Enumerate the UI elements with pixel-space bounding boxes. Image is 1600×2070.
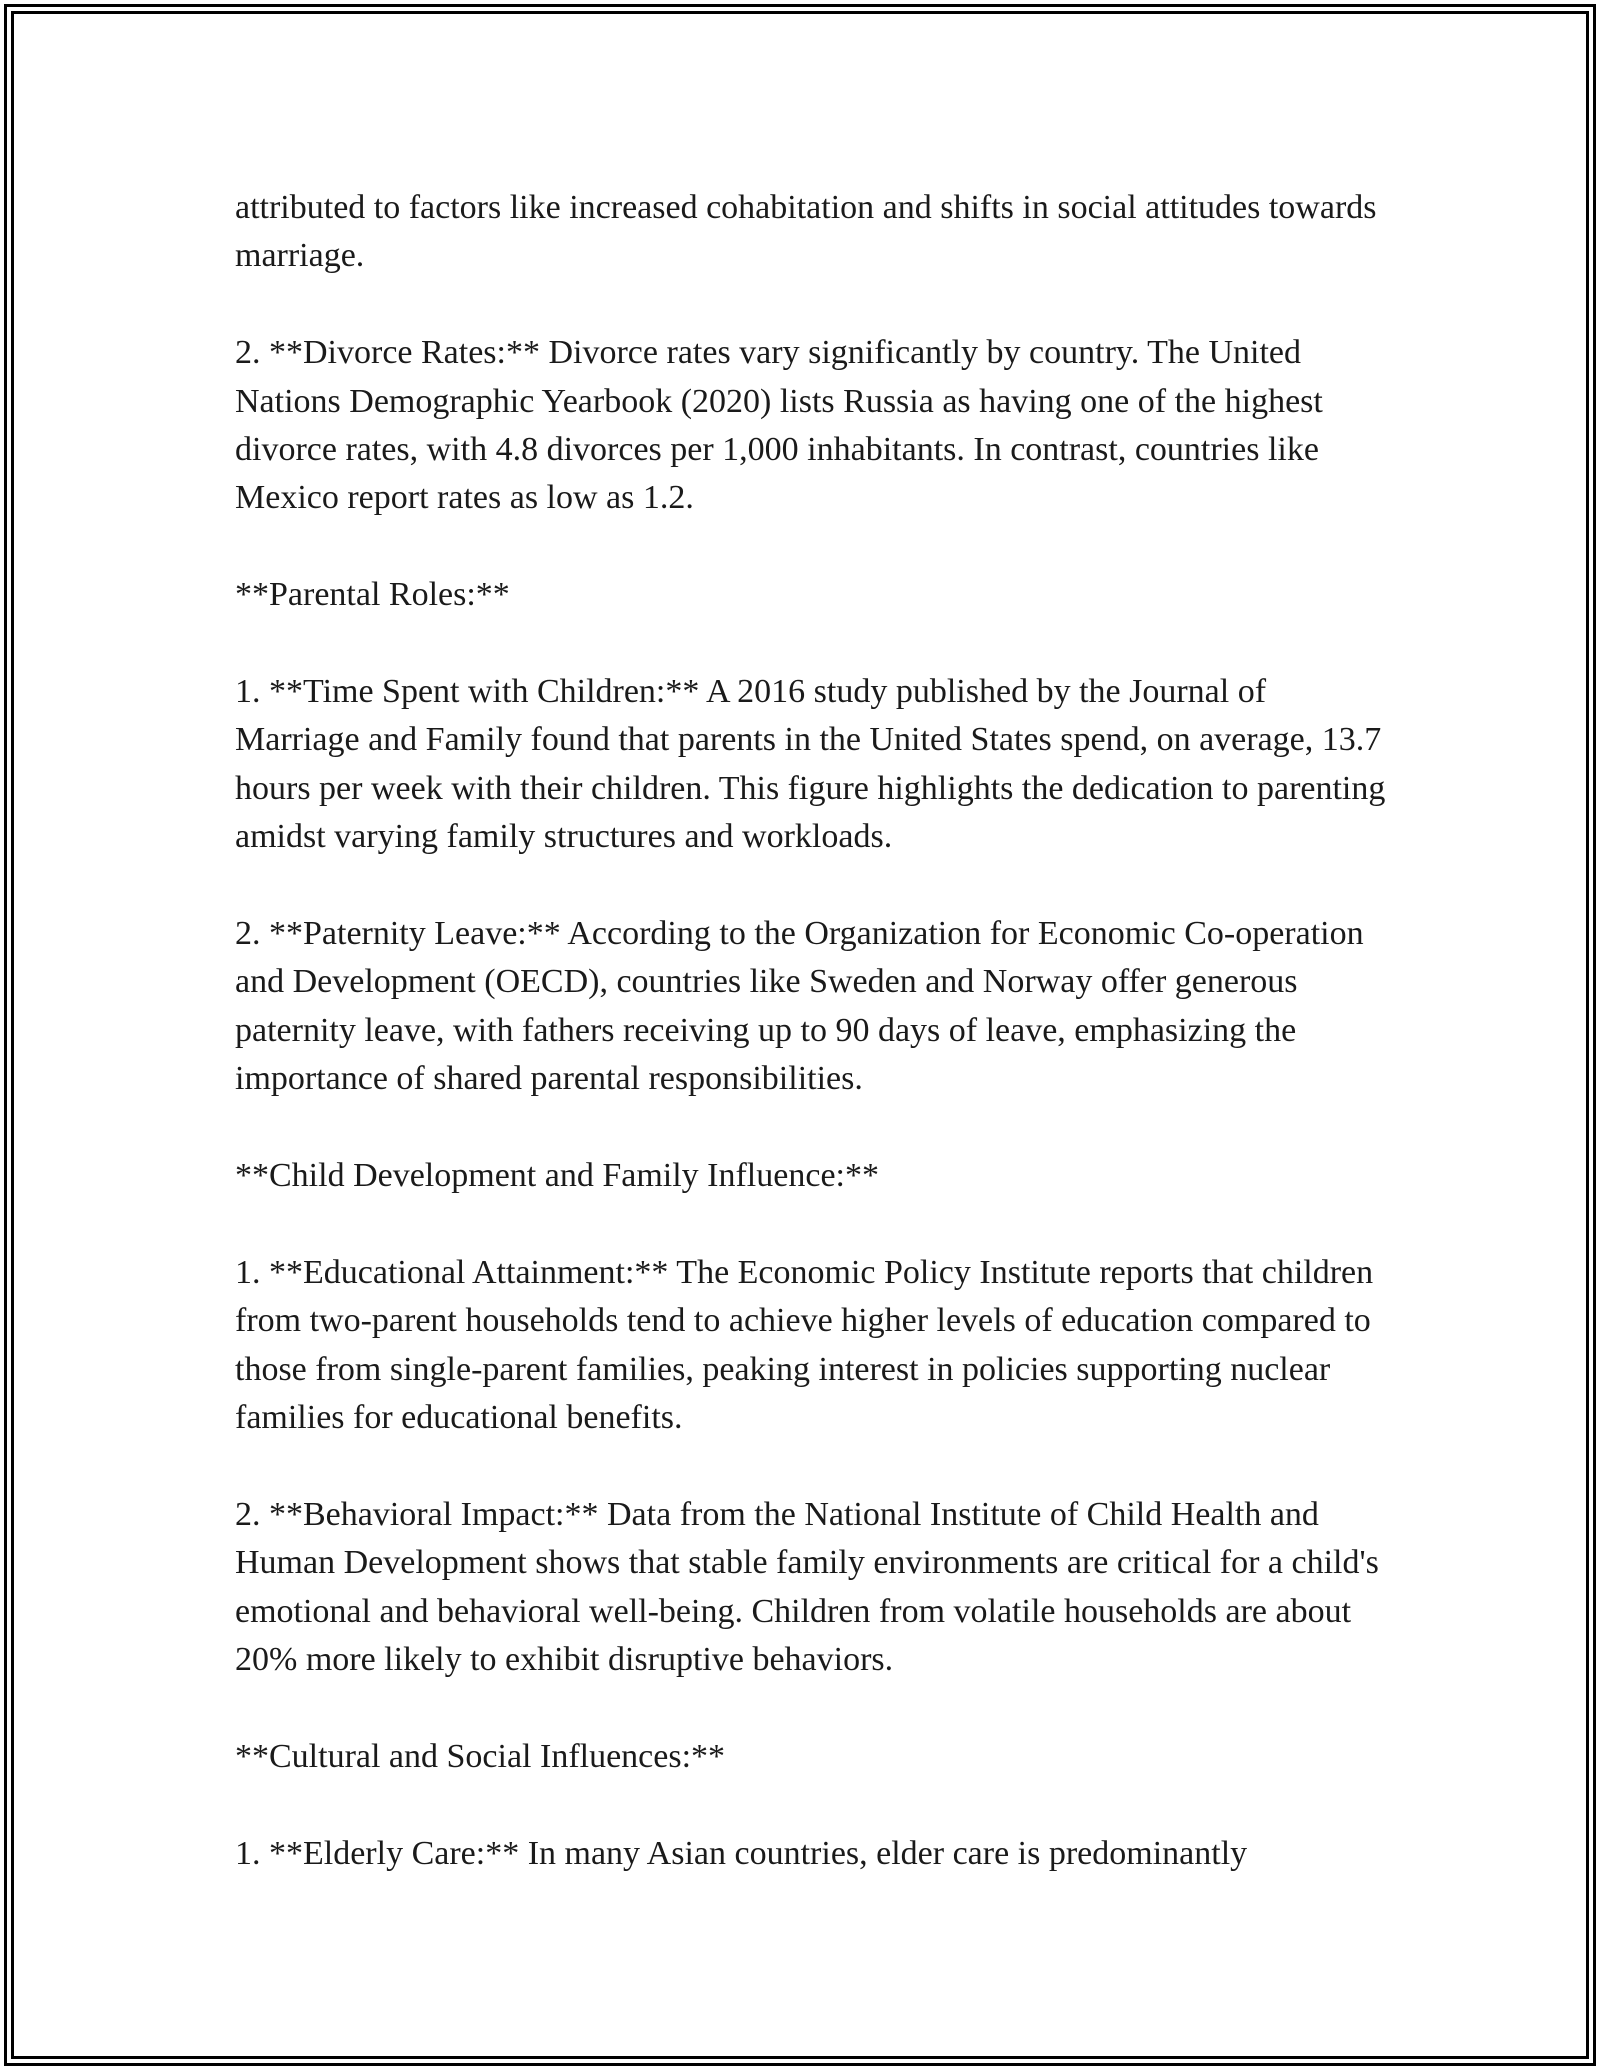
heading-child-development: **Child Development and Family Influence:** xyxy=(235,1157,879,1195)
paragraph-cohabitation-continuation: attributed to factors like increased cohabitation and shifts in social attitudes towards marriage. xyxy=(235,189,1377,275)
document-body xyxy=(235,184,1395,1878)
heading-parental-roles: **Parental Roles:** xyxy=(235,576,510,614)
paragraph-time-with-children: 1. **Time Spent with Children:** A 2016 study published by the Journal of Marriage and Family found that parents in the United States spend, on average, 13.7 hours per week with their children. This figure highlights the dedication to parenting amidst varying family structures and workloads. xyxy=(235,673,1386,856)
paragraph-elderly-care: 1. **Elderly Care:** In many Asian countries, elder care is predominantly xyxy=(235,1834,1248,1872)
paragraph-behavioral-impact: 2. **Behavioral Impact:** Data from the National Institute of Child Health and Human Development shows that stable family environments are critical for a child's emotional and behavioral well-being. Children from volatile households are about 20% more likely to exhibit disruptive behaviors. xyxy=(235,1495,1379,1679)
paragraph-divorce-rates: 2. **Divorce Rates:** Divorce rates vary significantly by country. The United Nations Demographic Yearbook (2020) lists Russia as having one of the highest divorce rates, with 4.8 divorces per 1,000 inhabitants. In contrast, countries like Mexico report rates as low as 1.2. xyxy=(235,334,1323,517)
paragraph-paternity-leave: 2. **Paternity Leave:** According to the Organization for Economic Co-operation and Development (OECD), countries like Sweden and Norway offer generous paternity leave, with fathers receiving up to 90 days of leave, emphasizing the importance of shared parental responsibilities. xyxy=(235,915,1364,1098)
heading-cultural-social: **Cultural and Social Influences:** xyxy=(235,1737,726,1775)
paragraph-educational-attainment: 1. **Educational Attainment:** The Economic Policy Institute reports that children from two-parent households tend to achieve higher levels of education compared to those from single-parent families, peaking interest in policies supporting nuclear families for educational benefits. xyxy=(235,1253,1374,1437)
